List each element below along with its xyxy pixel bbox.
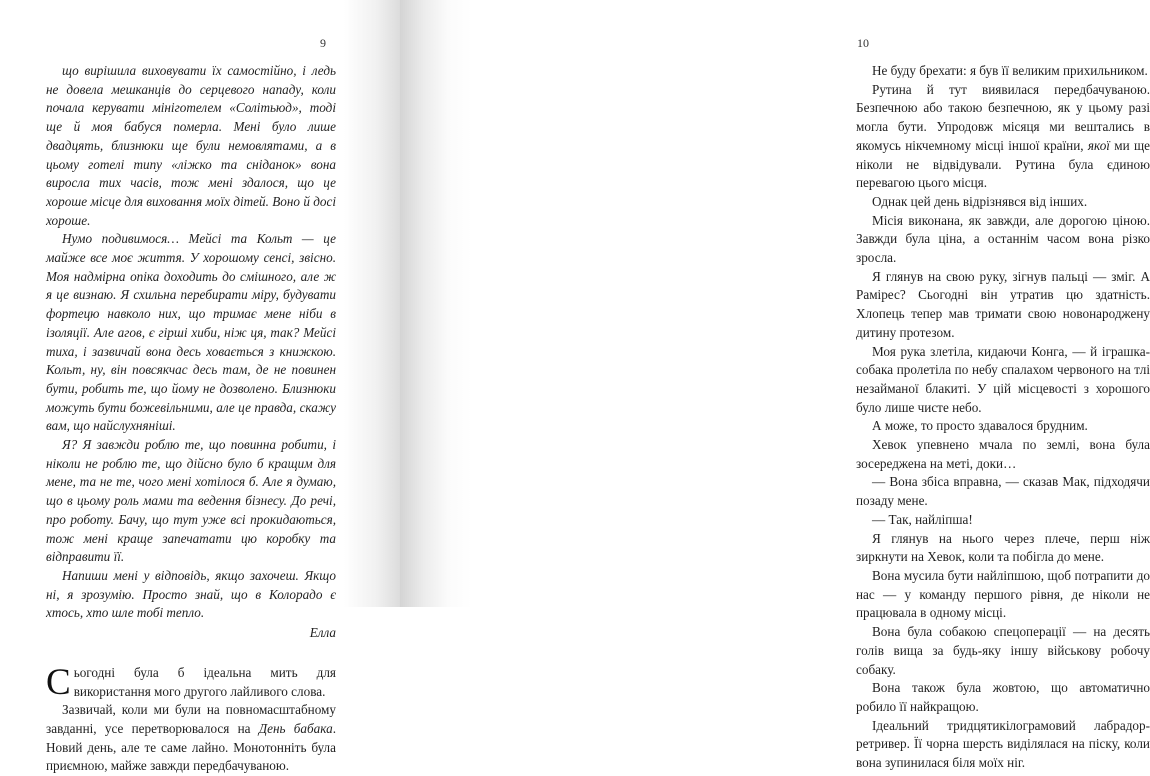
paragraph-2-italic: якої — [1087, 137, 1110, 153]
chapter-paragraph-2-start: Зазвичай, коли ми були на повномасштабному завданні, усе перетворювалося на — [46, 702, 336, 736]
right-page — [400, 0, 1150, 771]
paragraph-3: Однак цей день відрізнявся від інших. — [872, 193, 1088, 209]
chapter-paragraph-2-end: . Новий день, але те саме лайно. Монотонніть була приємною, майже завжди передбачуваною. — [46, 720, 336, 774]
paragraph-5: Я глянув на свою руку, зігнув пальці — зміг. А Рамірес? Сьогодні він утратив цю здатність. Хлопець тепер мав тримати свою новонароджену дитину протезом. — [856, 268, 1150, 340]
paragraph-11: Я глянув на нього через плече, перш ніж зиркнути на Хевок, коли та побігла до мене. — [856, 530, 1150, 565]
letter — [46, 62, 336, 643]
letter-paragraph-2: Нумо подивимося… Мейсі та Кольт — це майже все моє життя. У хорошому сенсі, звісно. Моя надмірна опіка доходить до смішного, але ж я це визнаю. Я схильна перебирати міру, будувати фортецю навколо них, що тримає мене ніби в ізоляції. Але агов, є гірші хиби, ніж ця, так? Мейсі тиха, і зазвичай вона десь ховається з книжкою. Кольт, ну, він повсякчас десь там, де не повинен бути, робить те, що йому не дозволено. Близнюки можуть бути божевільними, але це правда, скажу вам, що найслухняніші. — [46, 231, 336, 434]
paragraph-2-start: Рутина й тут виявилася передбачуваною. Безпечною або такою безпечною, як у цьому разі могла бути. Упродовж місяця ми вештались в якомусь нікчемному місці іншої країни, — [856, 81, 1150, 153]
left-page — [0, 0, 400, 774]
letter-paragraph-3: Я? Я завжди роблю те, що повинна робити, і ніколи не роблю те, що дійсно було б кращим для мене, та не те, чого мені хотілося б. Але я думаю, що в цьому роль мами та ведення бізнесу. До речі, про роботу. Бачу, що тут уже всі прокидаються, тож мені краще запечатати цю коробку та відправити її. — [46, 437, 336, 565]
paragraph-4: Місія виконана, як завжди, але дорогою ціною. Завжди була ціна, а останнім часом вона різко зросла. — [856, 212, 1150, 266]
chapter-paragraph-1-text: ьогодні була б ідеальна мить для використання мого другого лайливого слова. — [73, 664, 336, 699]
chapter-paragraph-1 — [46, 661, 336, 703]
paragraph-10: — Так, найліпша! — [872, 511, 973, 527]
paragraph-14: Вона також була жовтою, що автоматично робило її найкращою. — [856, 680, 1150, 714]
paragraph-6: Моя рука злетіла, кидаючи Конга, — й іграшка-собака пролетіла по небу спалахом червоного на тлі незайманої блакиті. У цій місцевості з хорошого було лише чисте небо. — [856, 343, 1150, 415]
paragraph-7: А може, то просто здавалося брудним. — [872, 418, 1088, 434]
paragraph-15: Ідеальний тридцятикілограмовий лабрадор-ретривер. Її чорна шерсть виділялася на піску, коли вона зупинилася біля моїх ніг. — [856, 717, 1150, 771]
left-page-text — [46, 62, 336, 776]
paragraph-13: Вона була собакою спецоперації — на десять голів вища за будь-яку іншу військову робочу собаку. — [856, 624, 1150, 677]
paragraph-2-end: ми ще ніколи не відвідували. Рутина була єдиною перевагою цього місця. — [856, 137, 1150, 191]
paragraph-8: Хевок упевнено мчала по землі, вона була зосереджена на меті, доки… — [856, 437, 1150, 471]
paragraph-12: Вона мусила бути найліпшою, щоб потрапити до нас — у команду першого рівня, де ніколи не працювала в одному місці. — [856, 567, 1150, 621]
chapter-opening — [46, 661, 336, 776]
letter-paragraph-4: Напиши мені у відповідь, якщо захочеш. Якщо ні, я зрозумію. Просто знай, що в Колорадо є хтось, хто шле тобі тепло. — [46, 567, 336, 621]
paragraph-9: — Вона збіса вправна, — сказав Мак, підходячи позаду мене. — [856, 474, 1150, 509]
letter-paragraph-1: що вирішила виховувати їх самостійно, і ледь не довела мешканців до серцевого нападу, коли почала керувати мініготелем «Солітьюд», тоді ще й моя бабуся померла. Мені було лише двадцять, близнюки ще були немовлятами, а в цьому готелі типу «ліжко та сніданок» вона виросла тих часів, тож мені здалося, що це хороше місце для виховання моїх дітей. Воно й досі хороше. — [46, 63, 336, 228]
paragraph-1: Не буду брехати: я був її великим прихильником. — [872, 63, 1148, 78]
drop-cap: С — [46, 661, 71, 703]
page-number-right: 10 — [857, 36, 869, 50]
paragraph-2 — [856, 81, 1150, 193]
chapter-paragraph-2 — [46, 701, 336, 776]
chapter-paragraph-2-italic: День бабака — [258, 720, 333, 736]
right-page-text — [856, 62, 1150, 773]
letter-signature: Елла — [309, 625, 336, 641]
page-number-left: 9 — [320, 36, 326, 50]
